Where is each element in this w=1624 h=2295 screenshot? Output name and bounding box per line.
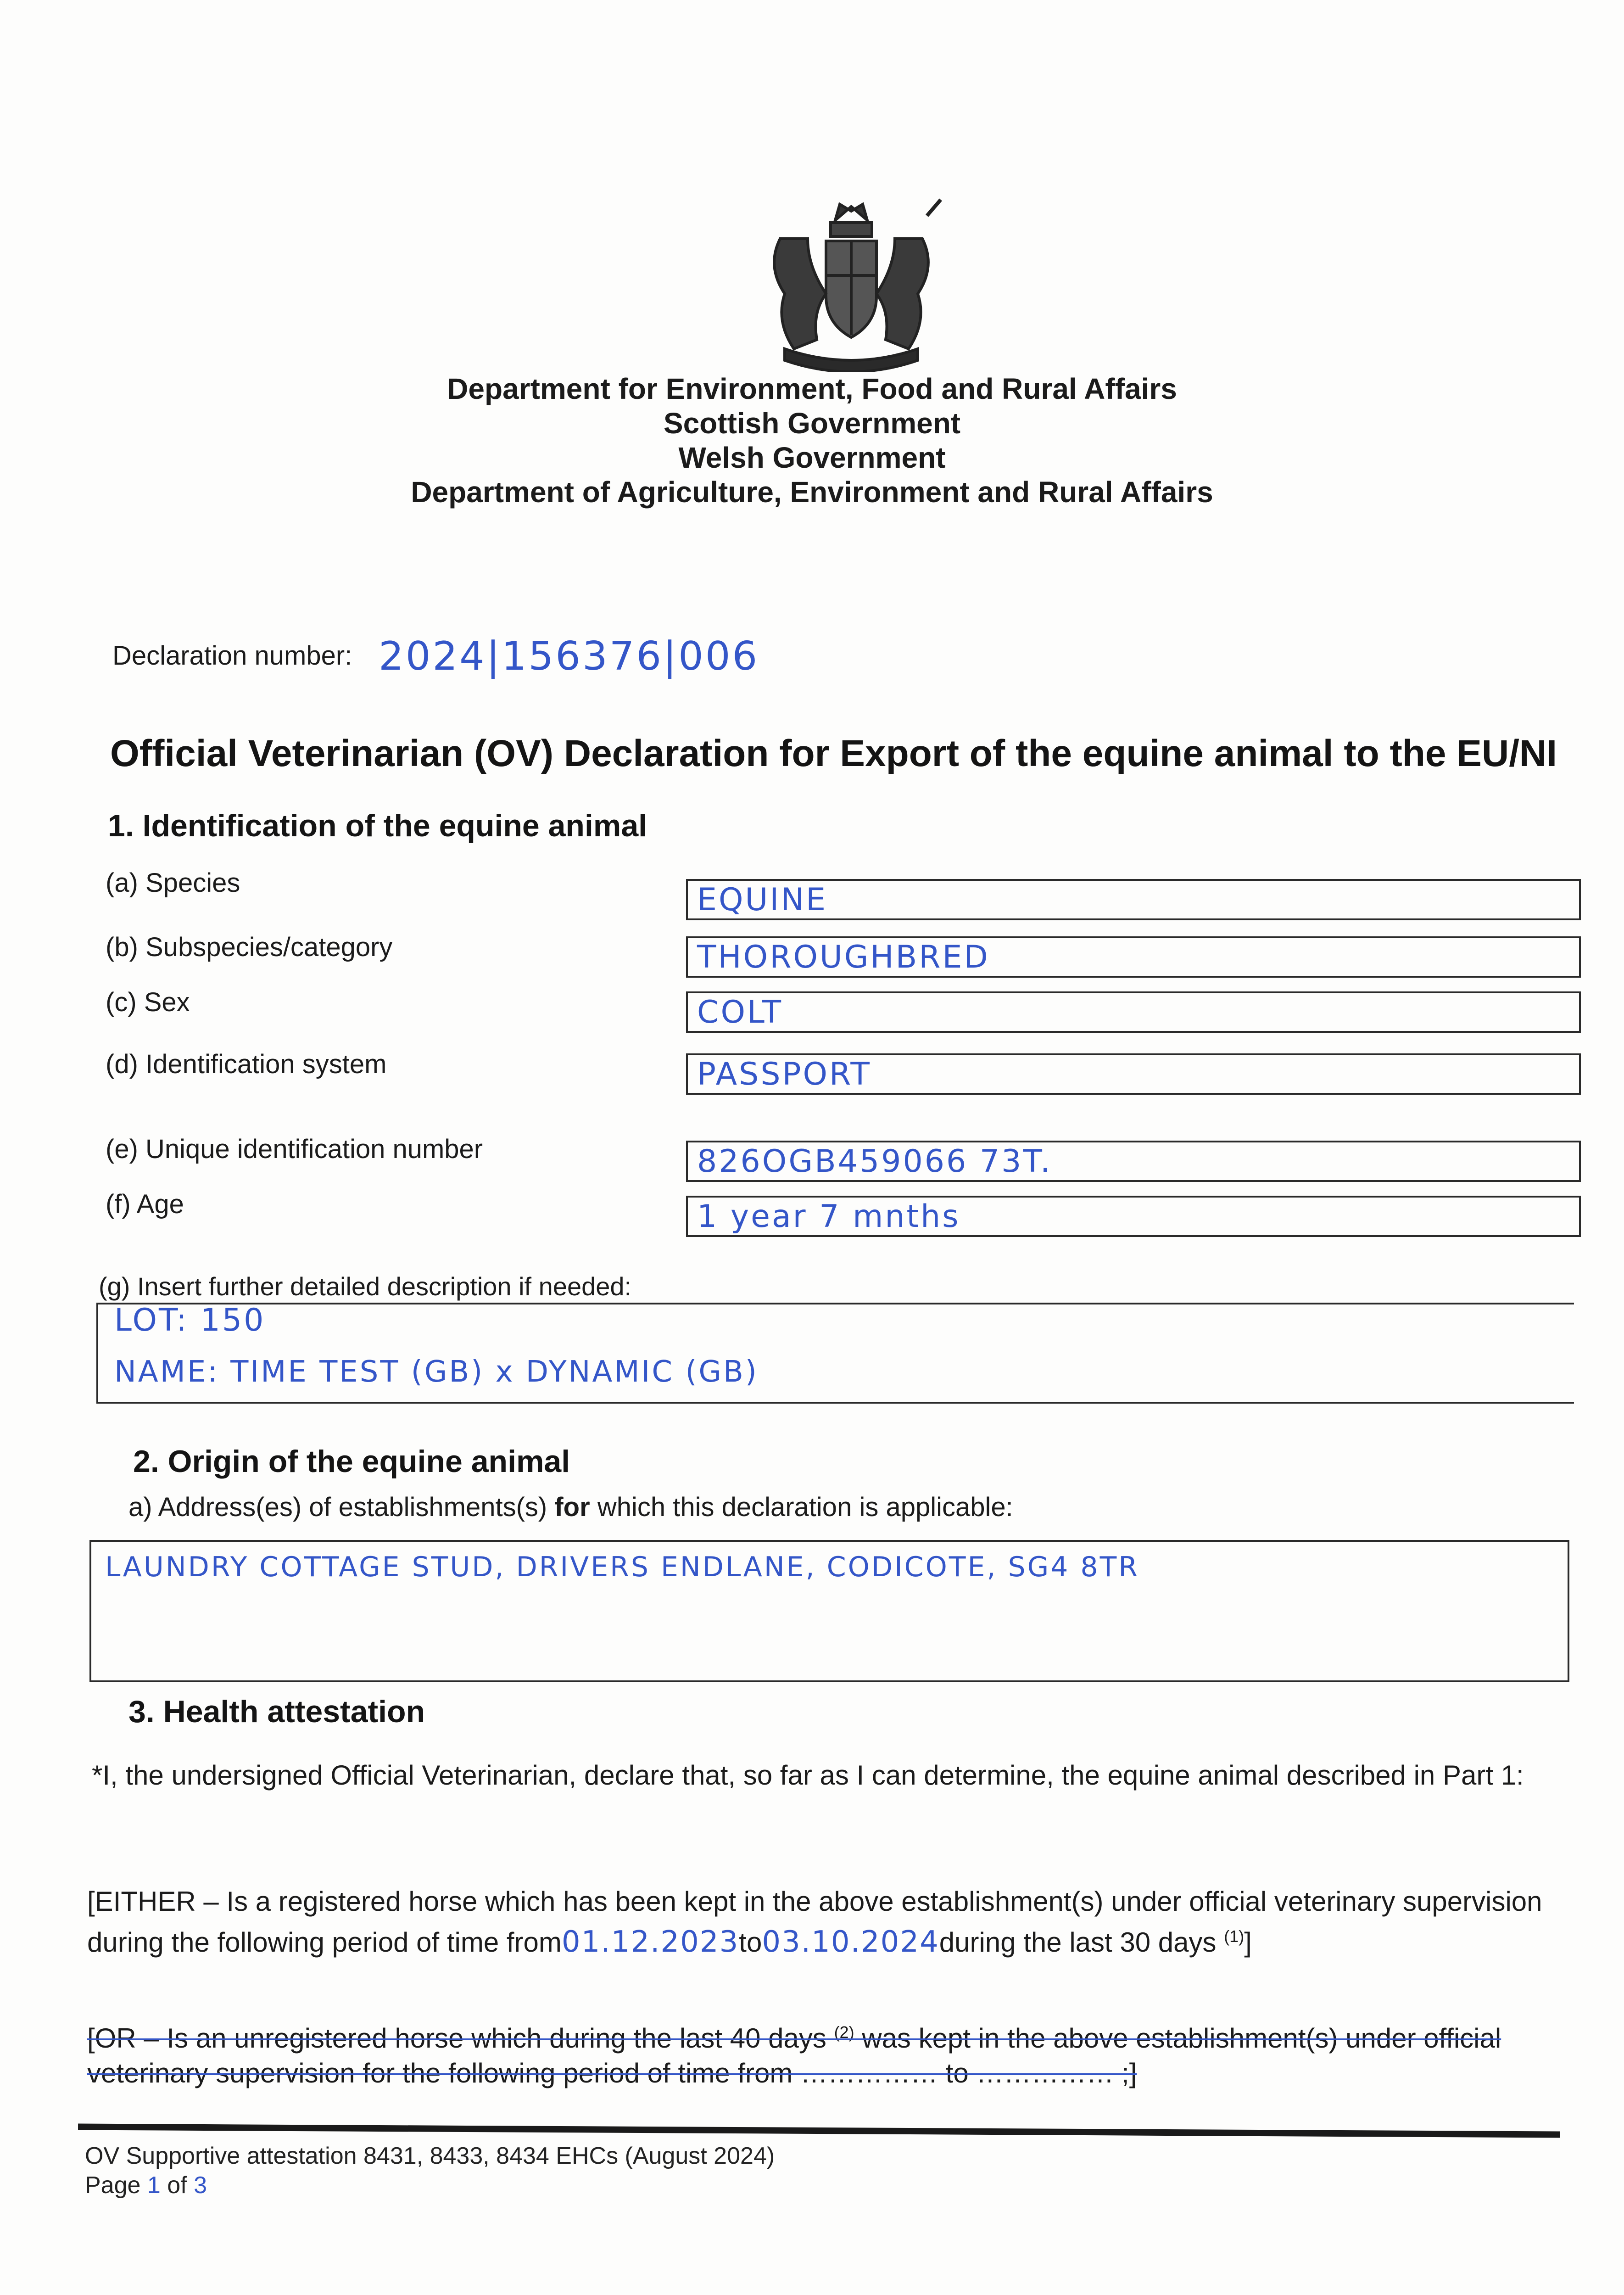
department-line-daera: Department of Agriculture, Environment and Rural Affairs <box>411 476 1213 509</box>
page-word: Page <box>85 2172 141 2199</box>
department-line-scottish-gov: Scottish Government <box>663 407 961 440</box>
declaration-number-label: Declaration number: <box>112 641 352 671</box>
unique-id-value: 826OGB459066 73T. <box>697 1143 1052 1180</box>
page-title: Official Veterinarian (OV) Declaration for Export of the equine animal to the EU/NI <box>110 733 1557 774</box>
identification-system-field[interactable] <box>686 1053 1581 1095</box>
subspecies-value: THOROUGHBRED <box>697 939 990 975</box>
address-field[interactable] <box>89 1540 1569 1682</box>
address-label <box>128 1492 1013 1523</box>
subspecies-label: (b) Subspecies/category <box>106 932 393 962</box>
species-value: EQUINE <box>697 882 828 918</box>
further-description-label: (g) Insert further detailed description if needed: <box>99 1272 632 1301</box>
page-of: of <box>167 2172 187 2199</box>
age-value: 1 year 7 mnths <box>697 1198 960 1235</box>
sex-label: (c) Sex <box>106 987 190 1017</box>
declaration-number-value: 2024|156376|006 <box>379 633 759 679</box>
section-3-heading: 3. Health attestation <box>128 1694 425 1729</box>
footer <box>85 2141 775 2200</box>
address-label-post: which this declaration is applicable: <box>597 1492 1013 1522</box>
either-clause-end: during the last 30 days <box>939 1927 1217 1958</box>
or-clause-text: [OR – Is an unregistered horse which during the last 40 days <box>87 2023 826 2054</box>
address-value: LAUNDRY COTTAGE STUD, DRIVERS ENDLANE, CODICOTE, SG4 8TR <box>105 1551 1139 1583</box>
or-clause-struck <box>87 2015 1569 2091</box>
unique-id-label: (e) Unique identification number <box>106 1134 483 1164</box>
either-footnote-ref: (1) <box>1224 1927 1245 1946</box>
further-description-field[interactable] <box>96 1303 1574 1404</box>
either-to-word: to <box>739 1927 762 1958</box>
subspecies-field[interactable] <box>686 936 1581 978</box>
sex-value: COLT <box>697 994 783 1030</box>
either-clause <box>87 1884 1569 1960</box>
department-line-defra: Department for Environment, Food and Rural Affairs <box>447 372 1177 405</box>
age-field[interactable] <box>686 1196 1581 1237</box>
section-2-heading: 2. Origin of the equine animal <box>133 1444 570 1479</box>
health-attestation-intro: *I, the undersigned Official Veterinarian, declare that, so far as I can determine, the equine animal described in Part 1: <box>92 1760 1524 1791</box>
either-close-bracket: ] <box>1244 1927 1252 1958</box>
footer-divider <box>78 2124 1560 2138</box>
footer-attestation-ref: OV Supportive attestation 8431, 8433, 8434 EHCs (August 2024) <box>85 2143 775 2169</box>
address-label-pre: a) Address(es) of establishments(s) <box>128 1492 547 1522</box>
identification-system-label: (d) Identification system <box>106 1049 387 1079</box>
description-line-lot: LOT: 150 <box>114 1302 266 1338</box>
either-clause-text: [EITHER – Is a registered horse which has been kept in the above establishment(s) under official veterinary supervision during the following period of time from <box>87 1886 1542 1958</box>
either-from-date: 01.12.2023 <box>561 1925 739 1959</box>
description-line-name: NAME: TIME TEST (GB) x DYNAMIC (GB) <box>114 1355 759 1389</box>
or-clause-end: was kept in the above establishment(s) under official veterinary supervision for the following period of time from …………… to …………… ;] <box>87 2023 1501 2088</box>
address-label-bold: for <box>554 1492 590 1522</box>
sex-field[interactable] <box>686 991 1581 1033</box>
identification-system-value: PASSPORT <box>697 1056 871 1092</box>
page-indicator <box>85 2171 775 2200</box>
section-1-heading: 1. Identification of the equine animal <box>108 808 647 843</box>
department-line-welsh-gov: Welsh Government <box>678 441 946 474</box>
unique-id-field[interactable] <box>686 1141 1581 1182</box>
royal-coat-of-arms-icon <box>753 197 950 372</box>
species-label: (a) Species <box>106 868 240 898</box>
age-label: (f) Age <box>106 1189 184 1219</box>
page-total: 3 <box>194 2172 207 2199</box>
or-footnote-ref: (2) <box>834 2023 854 2042</box>
either-to-date: 03.10.2024 <box>762 1925 939 1959</box>
species-field[interactable] <box>686 879 1581 920</box>
page-current: 1 <box>147 2172 161 2199</box>
